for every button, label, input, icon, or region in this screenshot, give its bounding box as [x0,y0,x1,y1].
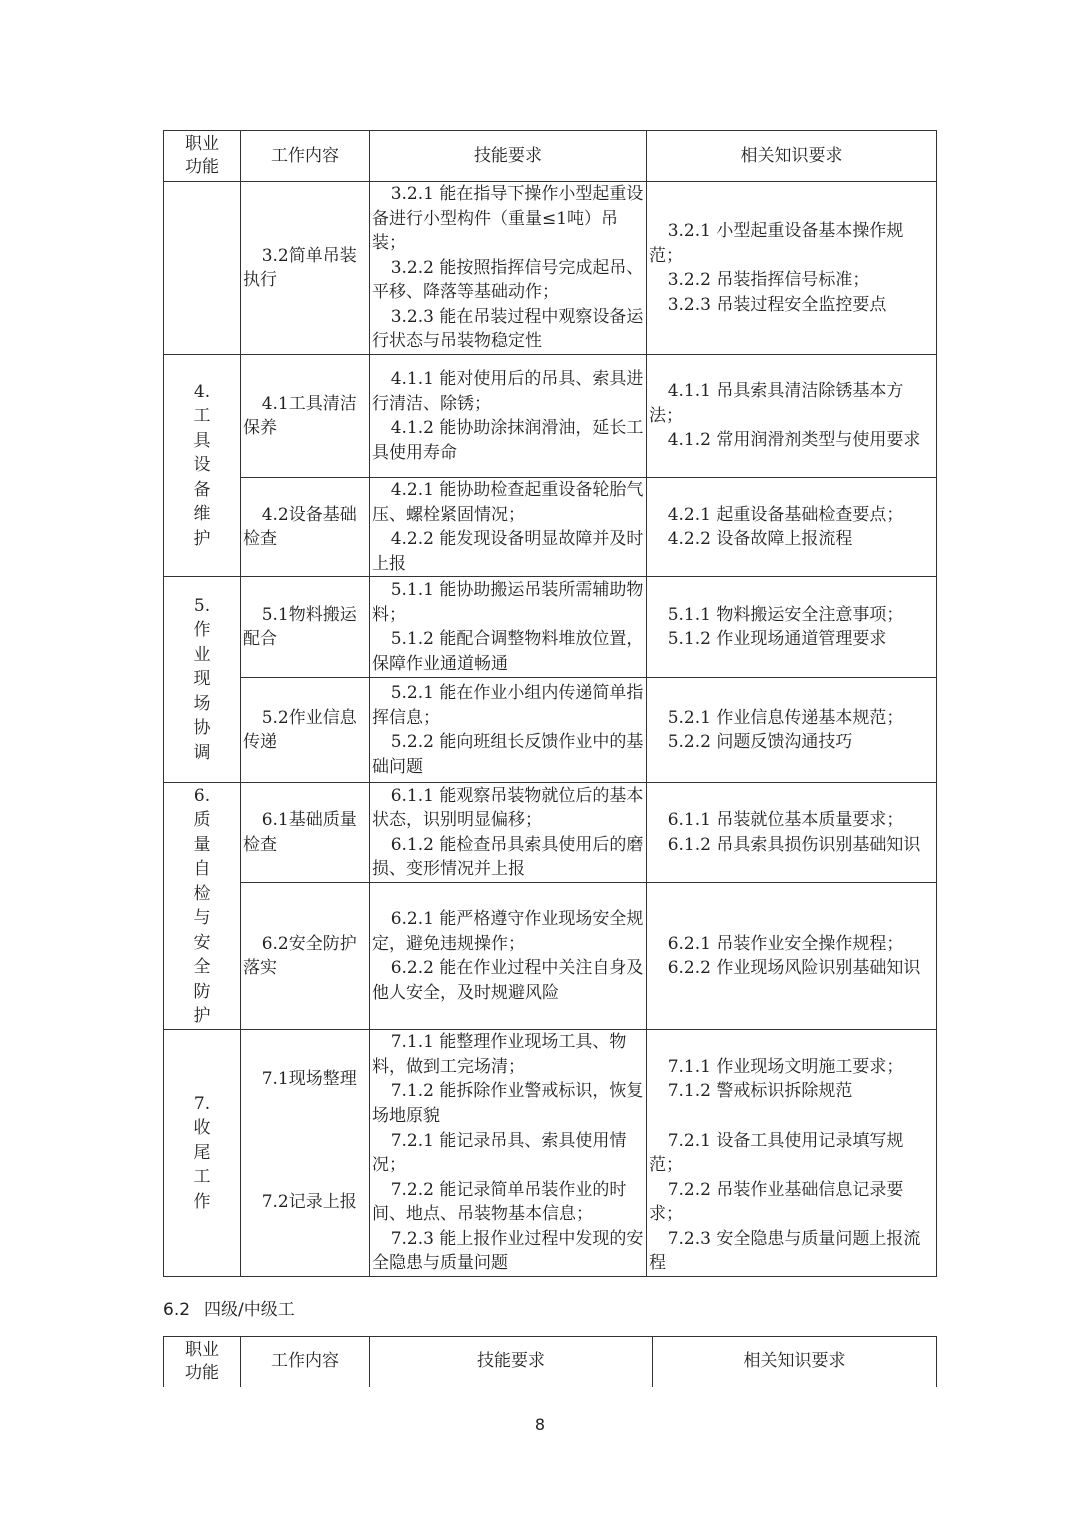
header-skill: 技能要求 [370,1337,653,1387]
content-cell: 4.2设备基础检查 [241,478,370,577]
table-row [164,883,937,1030]
content-cell: 6.1基础质量检查 [241,783,370,883]
table-row [164,577,937,678]
page-number: 8 [534,1415,546,1434]
header-content: 工作内容 [241,1337,370,1387]
skill-cell: 6.1.1 能观察吊装物就位后的基本状态，识别明显偏移； 6.1.2 能检查吊具索具使用后的磨损、变形情况并上报 [370,783,647,883]
content-cell: 4.1工具清洁保养 [241,355,370,478]
table-row [164,678,937,783]
table-header-row [164,1337,937,1387]
level-4-table [163,1336,937,1387]
knowledge-cell: 4.2.1 起重设备基础检查要点； 4.2.2 设备故障上报流程 [647,478,937,577]
occupational-skills-table [163,130,937,1277]
section-title: 四级/中级工 [204,1300,295,1320]
table-row [164,478,937,577]
content-cell: 7.2记录上报 [241,1129,370,1277]
knowledge-cell: 5.1.1 物料搬运安全注意事项； 5.1.2 作业现场通道管理要求 [647,577,937,678]
skill-cell: 7.1.1 能整理作业现场工具、物料，做到工完场清； 7.1.2 能拆除作业警戒标识，恢复场地原貌 [370,1030,647,1129]
skill-cell: 4.1.1 能对使用后的吊具、索具进行清洁、除锈； 4.1.2 能协助涂抹润滑油，延长工具使用寿命 [370,355,647,478]
header-content: 工作内容 [241,131,370,182]
function-cell-empty [164,182,241,355]
header-function: 职业 功能 [164,131,241,182]
skill-cell: 4.2.1 能协助检查起重设备轮胎气压、螺栓紧固情况； 4.2.2 能发现设备明显故障并及时上报 [370,478,647,577]
knowledge-cell: 7.2.1 设备工具使用记录填写规范； 7.2.2 吊装作业基础信息记录要求； 7.2.3 安全隐患与质量问题上报流程 [647,1129,937,1277]
knowledge-cell: 5.2.1 作业信息传递基本规范； 5.2.2 问题反馈沟通技巧 [647,678,937,783]
table-row [164,1030,937,1129]
content-cell: 7.1现场整理 [241,1030,370,1129]
table-row [164,1129,937,1277]
knowledge-cell: 4.1.1 吊具索具清洁除锈基本方法； 4.1.2 常用润滑剂类型与使用要求 [647,355,937,478]
table-row [164,783,937,883]
knowledge-cell: 7.1.1 作业现场文明施工要求； 7.1.2 警戒标识拆除规范 [647,1030,937,1129]
table-row [164,355,937,478]
content-cell: 5.2作业信息传递 [241,678,370,783]
function-cell-4: 4. 工 具 设 备 维 护 [164,355,241,577]
header-skill: 技能要求 [370,131,647,182]
header-function: 职业 功能 [164,1337,241,1387]
section-heading [163,1298,295,1322]
content-cell: 6.2安全防护落实 [241,883,370,1030]
skill-cell: 5.2.1 能在作业小组内传递简单指挥信息； 5.2.2 能向班组长反馈作业中的基础问题 [370,678,647,783]
table-header-row [164,131,937,182]
table-row [164,182,937,355]
knowledge-cell: 6.2.1 吊装作业安全操作规程； 6.2.2 作业现场风险识别基础知识 [647,883,937,1030]
function-cell-6: 6. 质 量 自 检 与 安 全 防 护 [164,783,241,1030]
skill-cell: 3.2.1 能在指导下操作小型起重设备进行小型构件（重量≤1吨）吊装； 3.2.2 能按照指挥信号完成起吊、平移、降落等基础动作； 3.2.3 能在吊装过程中观察设备运行状态与吊装物稳定性 [370,182,647,355]
skill-cell: 5.1.1 能协助搬运吊装所需辅助物料； 5.1.2 能配合调整物料堆放位置，保障作业通道畅通 [370,577,647,678]
skill-cell: 7.2.1 能记录吊具、索具使用情况； 7.2.2 能记录简单吊装作业的时间、地点、吊装物基本信息； 7.2.3 能上报作业过程中发现的安全隐患与质量问题 [370,1129,647,1277]
section-number: 6.2 [163,1300,191,1320]
content-cell: 5.1物料搬运配合 [241,577,370,678]
function-cell-7: 7. 收 尾 工 作 [164,1030,241,1277]
content-cell: 3.2简单吊装执行 [241,182,370,355]
header-knowledge: 相关知识要求 [653,1337,937,1387]
knowledge-cell: 6.1.1 吊装就位基本质量要求； 6.1.2 吊具索具损伤识别基础知识 [647,783,937,883]
skill-cell: 6.2.1 能严格遵守作业现场安全规定，避免违规操作； 6.2.2 能在作业过程中关注自身及他人安全，及时规避风险 [370,883,647,1030]
function-cell-5: 5. 作 业 现 场 协 调 [164,577,241,783]
header-knowledge: 相关知识要求 [647,131,937,182]
knowledge-cell: 3.2.1 小型起重设备基本操作规范； 3.2.2 吊装指挥信号标准； 3.2.3 吊装过程安全监控要点 [647,182,937,355]
